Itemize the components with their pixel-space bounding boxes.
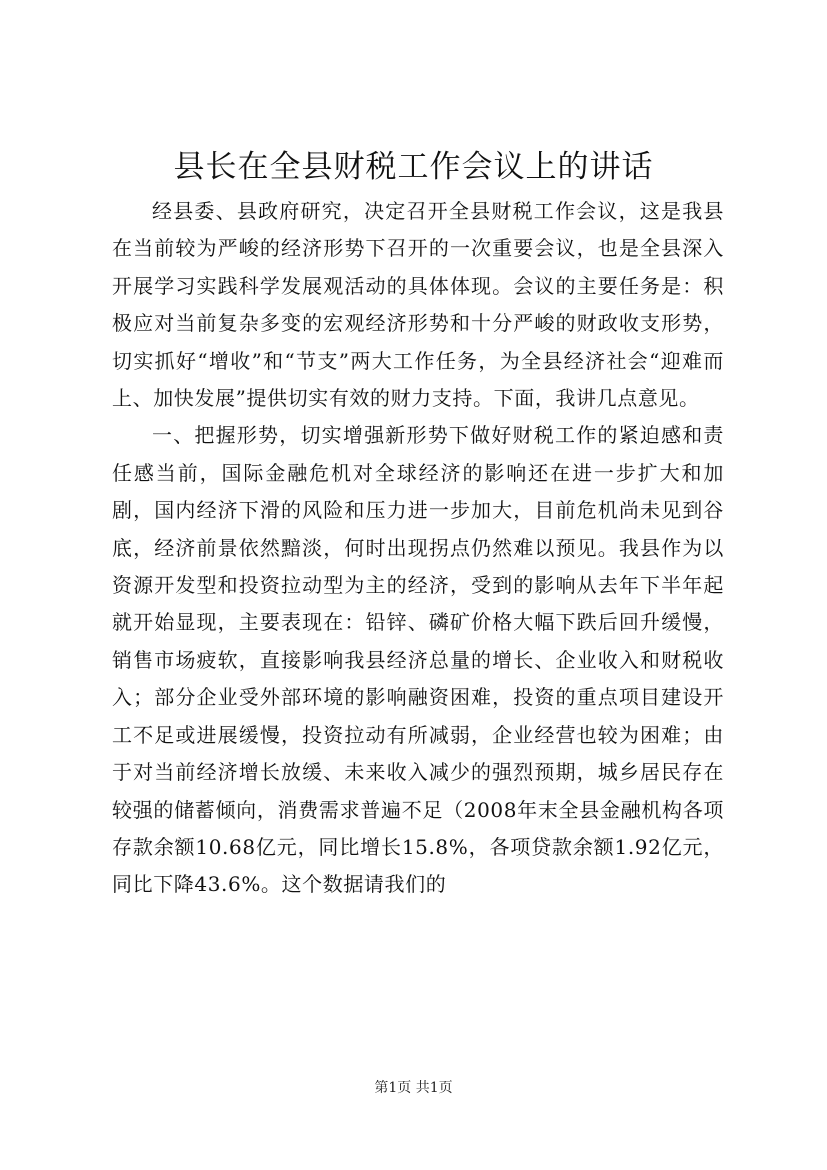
paragraph-section-one: 一、把握形势，切实增强新形势下做好财税工作的紧迫感和责任感当前，国际金融危机对全球经济的影响还在进一步扩大和加剧，国内经济下滑的风险和压力进一步加大，目前危机尚未见到谷底，经济前景依然黯淡，何时出现拐点仍然难以预见。我县作为以资源开发型和投资拉动型为主的经济，受到的影响从去年下半年起就开始显现，主要表现在：铅锌、磷矿价格大幅下跌后回升缓慢，销售市场疲软，直接影响我县经济总量的增长、企业收入和财税收入；部分企业受外部环境的影响融资困难，投资的重点项目建设开工不足或进展缓慢，投资拉动有所减弱，企业经营也较为困难；由于对当前经济增长放缓、未来收入减少的强烈预期，城乡居民存在较强的储蓄倾向，消费需求普遍不足（2008年末全县金融机构各项存款余额10.68亿元，同比增长15.8%，各项贷款余额1.92亿元，同比下降43.6%。这个数据请我们的 [112,423,724,897]
document-body [112,193,724,904]
paragraph-intro: 经县委、县政府研究，决定召开全县财税工作会议，这是我县在当前较为严峻的经济形势下召开的一次重要会议，也是全县深入开展学习实践科学发展观活动的具体体现。会议的主要任务是：积极应对当前复杂多变的宏观经济形势和十分严峻的财政收支形势，切实抓好“增收”和“节支”两大工作任务，为全县经济社会“迎难而上、加快发展”提供切实有效的财力支持。下面，我讲几点意见。 [112,199,724,411]
document-title: 县长在全县财税工作会议上的讲话 [173,149,654,185]
page-number-footer: 第1页 共1页 [374,1080,453,1096]
